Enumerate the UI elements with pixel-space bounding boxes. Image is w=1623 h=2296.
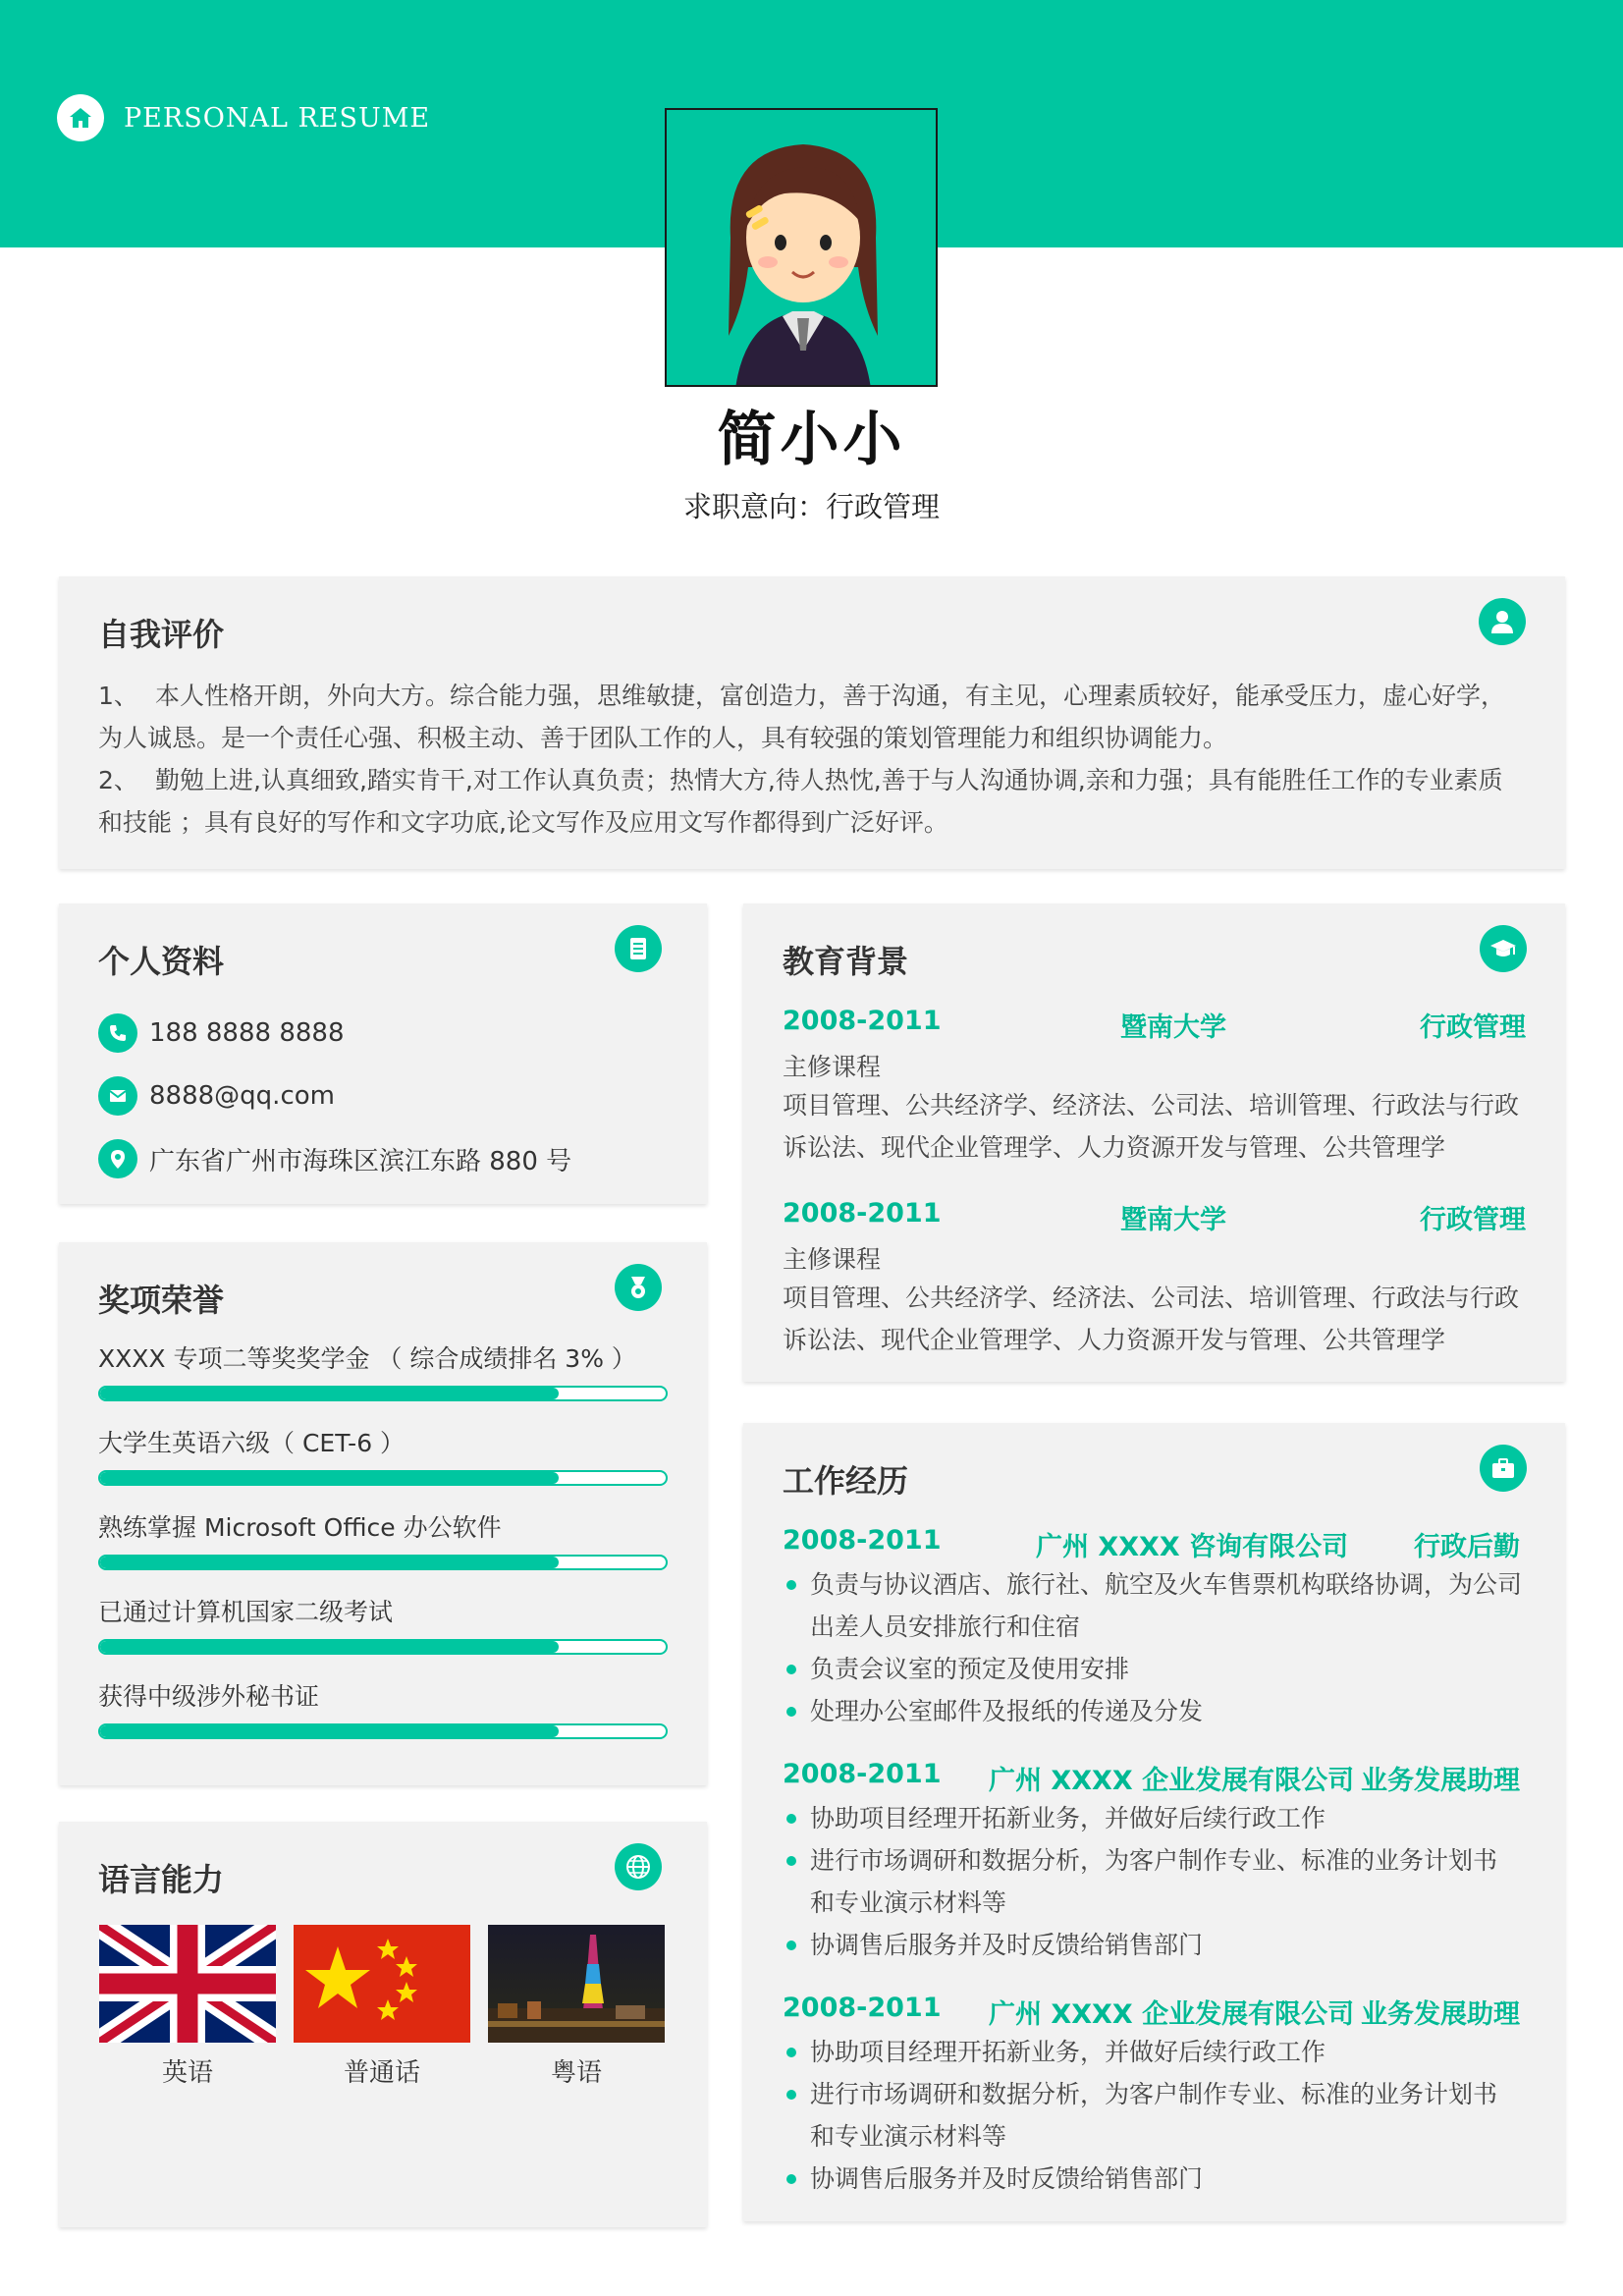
award-item <box>98 1342 668 1401</box>
medal-icon <box>615 1264 662 1311</box>
address: 广东省广州市海珠区滨江东路 880 号 <box>149 1146 572 1176</box>
work-period: 2008-2011 <box>783 1993 942 2023</box>
education-school: 暨南大学 <box>1120 1205 1226 1235</box>
award-bar <box>98 1723 668 1739</box>
mail-icon <box>98 1076 137 1116</box>
work-entry-header <box>783 1993 1526 2032</box>
education-school: 暨南大学 <box>1120 1012 1226 1043</box>
work-role: 业务发展助理 <box>1361 1766 1520 1796</box>
uk-flag <box>99 1925 276 2043</box>
china-flag <box>294 1925 470 2043</box>
work-entry-header <box>783 1525 1526 1564</box>
award-label: XXXX 专项二等奖奖学金 （ 综合成绩排名 3% ） <box>98 1344 636 1373</box>
self-evaluation-item <box>98 759 1526 844</box>
award-label: 获得中级涉外秘书证 <box>98 1682 320 1711</box>
item-number: 1、 <box>98 682 138 710</box>
name: 简小小 <box>717 406 906 474</box>
location-pin-icon <box>98 1139 137 1178</box>
work-duty: 协助项目经理开拓新业务，并做好后续行政工作 <box>783 1797 1526 1839</box>
email-row <box>98 1076 335 1116</box>
award-item <box>98 1427 668 1486</box>
work-duty: 进行市场调研和数据分析，为客户制作专业、标准的业务计划书 和专业演示材料等 <box>783 1839 1526 1924</box>
profile-photo <box>665 108 938 387</box>
work-company: 广州 XXXX 企业发展有限公司 <box>989 1999 1355 2030</box>
work-duty: 负责会议室的预定及使用安排 <box>783 1648 1526 1690</box>
work-duty: 处理办公室邮件及报纸的传递及分发 <box>783 1690 1526 1732</box>
work-duty: 进行市场调研和数据分析，为客户制作专业、标准的业务计划书 和专业演示材料等 <box>783 2073 1526 2158</box>
education-subtitle: 主修课程 <box>783 1053 882 1081</box>
work-duty: 协调售后服务并及时反馈给销售部门 <box>783 1924 1526 1966</box>
education-entry-header <box>783 1006 1526 1045</box>
award-bar <box>98 1470 668 1486</box>
work-company: 广州 XXXX 咨询有限公司 <box>1036 1532 1349 1562</box>
briefcase-icon <box>1480 1445 1527 1492</box>
education-major: 行政管理 <box>1420 1205 1526 1235</box>
award-item <box>98 1596 668 1655</box>
languages-title: 语言能力 <box>98 1861 225 1898</box>
award-label: 大学生英语六级（ CET-6 ） <box>98 1429 406 1457</box>
work-duties <box>783 1797 1526 1966</box>
work-company: 广州 XXXX 企业发展有限公司 <box>989 1766 1355 1796</box>
item-text: 本人性格开朗，外向大方。综合能力强，思维敏捷，富创造力，善于沟通，有主见，心理素质较好，能承受压力，虚心好学，为人诚恳。是一个责任心强、积极主动、善于团队工作的人，具有较强的策划管理能力和组织协调能力。 <box>98 682 1506 752</box>
education-major: 行政管理 <box>1420 1012 1526 1043</box>
award-label: 熟练掌握 Microsoft Office 办公软件 <box>98 1513 502 1542</box>
home-icon[interactable] <box>57 94 104 141</box>
user-icon <box>1479 598 1526 645</box>
job-intention: 求职意向：行政管理 <box>682 490 940 523</box>
graduation-cap-icon <box>1480 925 1527 972</box>
work-role: 业务发展助理 <box>1361 1999 1520 2030</box>
language-cantonese-label: 粤语 <box>550 2058 602 2088</box>
award-bar-fill <box>100 1388 559 1399</box>
work-period: 2008-2011 <box>783 1525 942 1556</box>
self-evaluation-title: 自我评价 <box>98 616 225 653</box>
globe-icon <box>615 1843 662 1890</box>
awards-card <box>59 1242 707 1785</box>
education-courses: 项目管理、公共经济学、经济法、公司法、培训管理、行政法与行政诉讼法、现代企业管理学、人力资源开发与管理、公共管理学 <box>783 1284 1520 1354</box>
award-bar-fill <box>100 1641 559 1653</box>
work-period: 2008-2011 <box>783 1759 942 1789</box>
award-item <box>98 1511 668 1570</box>
address-row <box>98 1139 571 1178</box>
work-duties <box>783 1563 1526 1732</box>
award-bar-fill <box>100 1725 559 1737</box>
awards-title: 奖项荣誉 <box>98 1282 225 1319</box>
work-title: 工作经历 <box>783 1462 909 1500</box>
personal-info-title: 个人资料 <box>98 943 225 980</box>
brand-text: PERSONAL RESUME <box>124 102 431 134</box>
work-duty: 协调售后服务并及时反馈给销售部门 <box>783 2158 1526 2200</box>
brand <box>57 94 430 141</box>
item-number: 2、 <box>98 766 138 794</box>
work-card <box>743 1423 1565 2221</box>
self-evaluation-card <box>59 576 1565 869</box>
education-courses: 项目管理、公共经济学、经济法、公司法、培训管理、行政法与行政诉讼法、现代企业管理学、人力资源开发与管理、公共管理学 <box>783 1091 1520 1162</box>
language-english-label: 英语 <box>161 2058 213 2088</box>
self-evaluation-text <box>98 675 1526 844</box>
education-period: 2008-2011 <box>783 1198 942 1229</box>
award-label: 已通过计算机国家二级考试 <box>98 1598 394 1626</box>
phone-icon <box>98 1013 137 1053</box>
work-entry-header <box>783 1759 1526 1798</box>
award-bar-fill <box>100 1557 559 1568</box>
guangzhou-night-photo <box>488 1925 665 2043</box>
work-duty: 协助项目经理开拓新业务，并做好后续行政工作 <box>783 2031 1526 2073</box>
education-period: 2008-2011 <box>783 1006 942 1036</box>
language-mandarin-label: 普通话 <box>343 2058 420 2088</box>
work-role: 行政后勤 <box>1414 1532 1520 1562</box>
award-bar <box>98 1639 668 1655</box>
phone-row <box>98 1013 345 1053</box>
award-bar <box>98 1555 668 1570</box>
award-bar <box>98 1386 668 1401</box>
education-entry-header <box>783 1198 1526 1237</box>
award-bar-fill <box>100 1472 559 1484</box>
education-subtitle: 主修课程 <box>783 1245 882 1274</box>
email-address[interactable]: 8888@qq.com <box>149 1081 335 1111</box>
document-icon <box>615 925 662 972</box>
personal-info-card <box>59 903 707 1204</box>
education-card <box>743 903 1565 1382</box>
phone-number[interactable]: 188 8888 8888 <box>149 1018 345 1048</box>
work-duties <box>783 2031 1526 2200</box>
work-duty: 负责与协议酒店、旅行社、航空及火车售票机构联络协调，为公司出差人员安排旅行和住宿 <box>783 1563 1526 1648</box>
award-item <box>98 1680 668 1739</box>
education-title: 教育背景 <box>783 943 909 980</box>
self-evaluation-item <box>98 675 1526 759</box>
item-text: 勤勉上进,认真细致,踏实肯干,对工作认真负责；热情大方,待人热忱,善于与人沟通协调,亲和力强；具有能胜任工作的专业素质和技能 ；具有良好的写作和文字功底,论文写作及应用文写作都得到广泛好评。 <box>98 766 1503 837</box>
